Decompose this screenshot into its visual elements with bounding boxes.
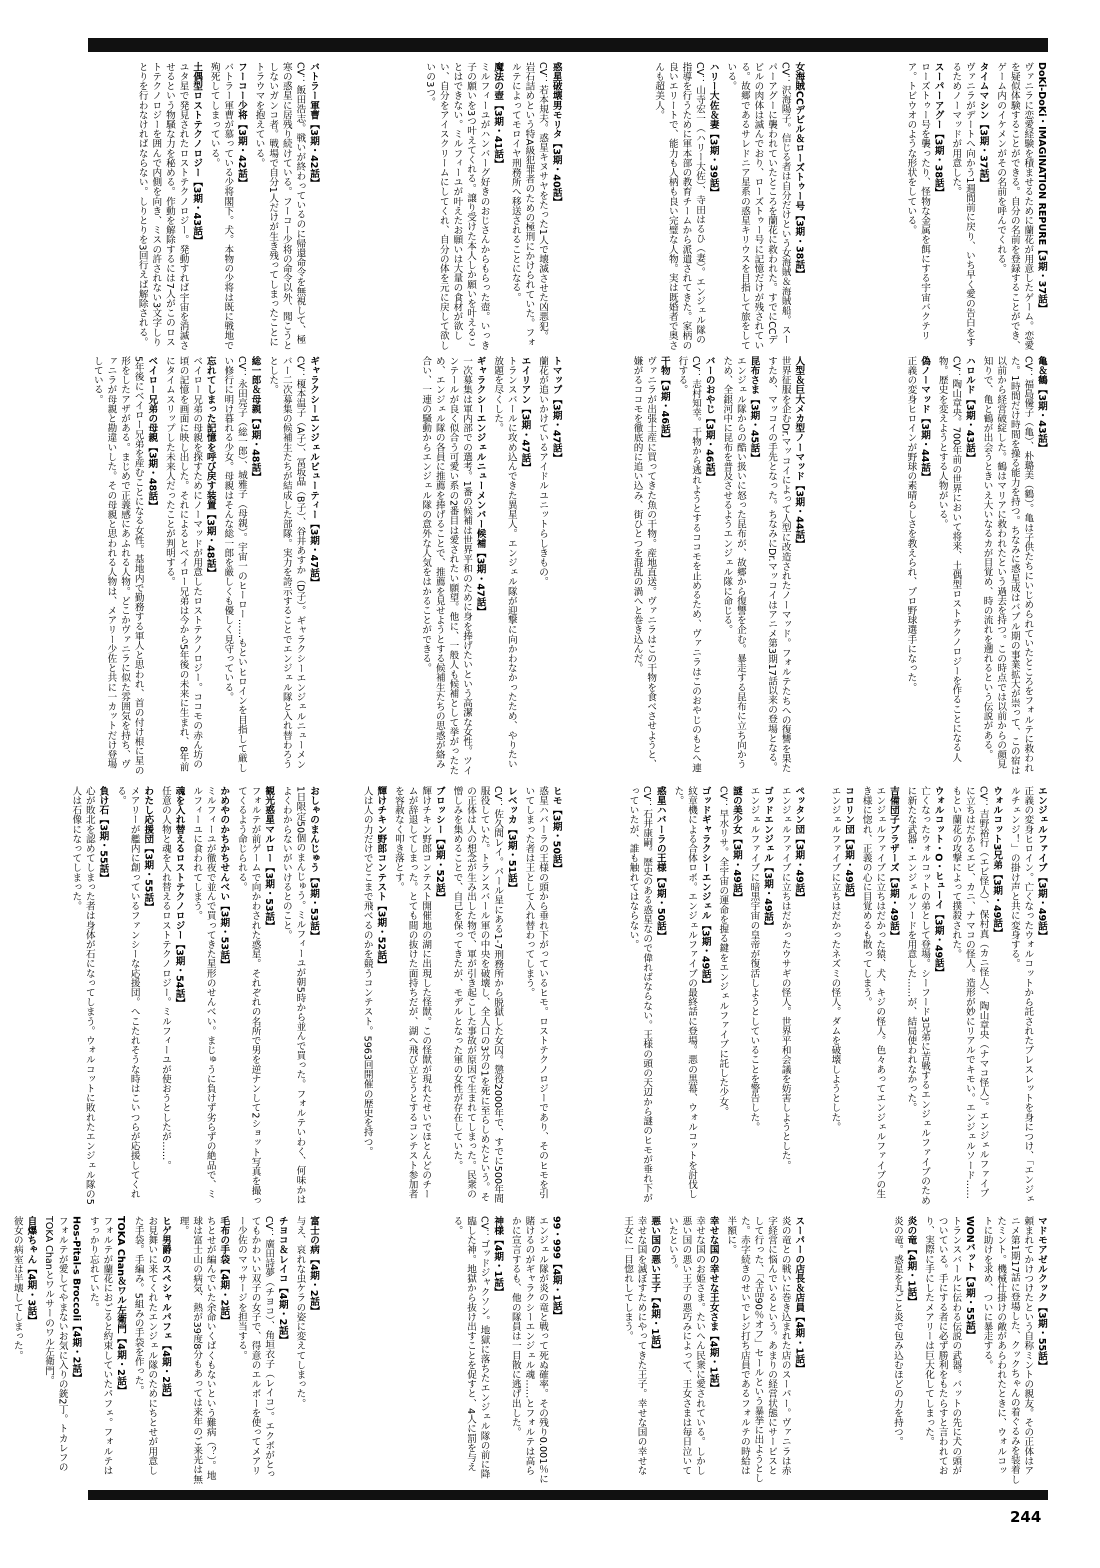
glossary-entry [508, 62, 562, 350]
glossary-entry [360, 786, 387, 1206]
glossary-entry [904, 62, 945, 350]
entry-title: スーパーの店長＆店員【4期・1話】 [793, 1216, 805, 1374]
tier-1 [88, 62, 1048, 350]
tier-4 [11, 1216, 1048, 1484]
entry-title: 負け石【3期・55話】 [97, 786, 109, 883]
entry-title: レベッカ【3期・51話】 [505, 786, 517, 893]
entry-body: 輝けチキン野郎コンテスト開催地の湖に出現した怪獣。この怪獣が現れたせいでほとんどのチームが辞退してしまった。とても間の抜けた面持ちだが、湖へ飛び立とうとするコンテスト参加者を容赦なく叩き落とす。 [392, 786, 432, 1199]
entry-body: エンジェルファイブに立ちはだかったネズミの怪人。ダムを破壊しようとした。 [829, 786, 841, 1132]
entry-title: Hos-Pital-s Broccoli【4期・2話】 [70, 1216, 82, 1383]
entry-body: バトラー軍曹が慕っている少将閣下。犬。本物の少将は既に戦地で殉死してしまっている。 [208, 62, 234, 350]
glossary-entry [994, 62, 1048, 350]
column [331, 62, 563, 350]
glossary-entry [234, 1216, 288, 1484]
entry-title: 昆布さま【3期・45話】 [748, 356, 760, 463]
entry-body: 与え、哀れな虫ケラの姿に変えてしまった。 [294, 1216, 306, 1408]
entry-title: 炎の竜【4期・1話】 [905, 1216, 917, 1307]
glossary-entry [234, 786, 275, 1206]
column [331, 356, 563, 776]
glossary-entry [41, 1216, 82, 1484]
column [816, 356, 1048, 776]
entry-body: CV：石井康嗣。歴史のある惑星なので偉ればならない。王様の頭の天辺から謎のヒモが垂れ下がっていたが、誰も触れてはならない。 [627, 786, 653, 1203]
entry-body: ヴァニラに恋愛経験を積ませるために蘭花が用意したゲーム。恋愛を疑似体験することができる。自分の名前を登録することができ、ゲーム内のイケメンがその名前を呼んでくれる。 [995, 62, 1034, 350]
entry-title: ハロルド【3期・43話】 [963, 356, 975, 463]
tier-2 [88, 356, 1048, 776]
glossary-entry [778, 786, 805, 1206]
glossary-entry [980, 1216, 1048, 1484]
glossary-entry [716, 786, 743, 1206]
entry-title: 悪い国の悪い王子【4期・1話】 [649, 1216, 661, 1355]
entry-body: CV：榎本温子（A子）、冨坂晶（B子）、谷井あすか（D子）。ギャラクシーエンジェルニューメンバー二次募集の候補生たちが結成した部隊。実力を誇示することでエンジェル隊と入れ替わろうとした。 [267, 356, 306, 769]
column [573, 1216, 805, 1484]
entry-body: 一次募集は軍内部での選考。1番の候補は世界平和のために身を捧げたいという高潔な女性。ツインテールが良く似合う可愛い系の2番目は愛されたい願望。他に、一般人も候補として挙がったため、エンジェル隊の各員に推薦を捧げることで、推薦を見せようとする候補生たちの思惑が絡み合い、一連の騒動からエンジェル隊の意外な人気をはかることができる。 [420, 356, 472, 775]
entry-body: 惑星ハバーラの王様の頭から垂れ下がっているヒモ。ロストテクノロジーであり、そのヒモを引いてしまった者は王として入れ替わってしまう。 [523, 786, 549, 1199]
entry-body: 正義の変身ヒロイン。亡くなったウォルコットから託されたブレスレットを身につけ、「エンジェルチェンジ！」の掛け声と共に変身する。 [1008, 786, 1034, 1204]
entry-body: 炎の竜との戦いに巻き込まれた店のスーパー。ヴァニラは赤字経営に悩んでいるという。あまりの経営状態にサービスとして行った、「全品90％オフ」セールという暴挙に出ようとした。赤字続きのせいでレジ打ち店員であるフォルテの時給は半額に。 [725, 1216, 791, 1483]
glossary-entry [724, 62, 806, 350]
glossary-entry [391, 786, 445, 1206]
glossary-entry [665, 1216, 719, 1484]
glossary-entry [279, 786, 320, 1206]
glossary-entry [135, 62, 203, 350]
column [816, 1216, 1048, 1484]
entry-title: 忘れてしまった記憶を呼び戻す装置【3期・48話】 [204, 356, 216, 578]
entry-title: ヒゲ男爵のスペシャルパフェ【4期・2話】 [159, 1216, 171, 1403]
entry-body: お見舞いに来てくれたエンジェル隊のためにちとせが用意した手袋。手編み。5組みの手袋を作った。 [132, 1216, 158, 1476]
entry-title: ギャラクシーエンジェルビューティー【3期・47話】 [308, 356, 319, 588]
entry-body: 亡くなったウォルコットの弟として登場。シーフード3兄弟に苦戦するエンジェルファイブのために新たな武器・エンジェルソードを用意した……が、結局使われなかった。 [905, 786, 931, 1205]
bottom-rule [88, 1490, 1048, 1500]
entry-title: ペッタン団【3期・49話】 [793, 786, 805, 903]
entry-body: CV：廣田詩夢（チヨコ）、角垣衣子（レイコ）。エクボがとってもかわいい双子の女子で、得意のエルボーを使ってメアリー少佐のマッサージを担当する。 [235, 1216, 275, 1479]
glossary-entry [266, 356, 320, 776]
glossary-entry [491, 356, 532, 776]
column [573, 356, 805, 776]
entry-title: 神様【4期・1話】 [492, 1216, 504, 1297]
entry-body: CV：飯田浩志。戦いが終わっているのに帰還命令を無視して、極寒の惑星に居残り続けている。フーコー少将の命令以外、聞こうとしないガンコ者。戦場で自分1人だけが生き残ってしまったことにトラウマを抱えている。 [253, 62, 306, 350]
glossary-entry [626, 786, 667, 1206]
glossary-entry [10, 1216, 37, 1484]
glossary-entry [949, 62, 990, 350]
glossary-entry [450, 1216, 504, 1484]
column [88, 62, 320, 350]
top-rule [88, 38, 1048, 52]
entry-title: チヨコ＆レイコ【4期・2話】 [276, 1216, 288, 1345]
glossary-entry [630, 356, 671, 776]
glossary-entry [890, 1216, 917, 1484]
entry-title: 99・999【4期・1話】 [550, 1216, 562, 1321]
entry-body: ローズトゥー号を襲ったり、怪物な金属を餌にする宇宙バクテリア。トビウオのような形状をしている。 [905, 62, 931, 341]
entry-title: 亀＆鶴【3期・43話】 [1035, 356, 1047, 453]
entry-title: かめやのかちかちせんべい【3期・53話】 [218, 786, 230, 970]
entry-title: 富士の病【4期・2話】 [308, 1216, 319, 1316]
entry-title: WONバット【3期・55話】 [963, 1216, 975, 1340]
entry-title: エンジェルファイブ【3期・49話】 [1035, 786, 1047, 941]
entry-body: CV：若本規夫。惑星キヌサヤをたった1人で壊滅させた凶悪犯。岩石詰めという特A級犯罪者のための極刑にかけられていた。フォルテによってモロイヤ刑務所へ移送されることになる。 [509, 62, 549, 347]
glossary-entry [69, 786, 110, 1206]
entry-title: フーコー少将【3期・42話】 [235, 62, 247, 188]
entry-body: CV：福島優子（亀）、朴璐美（鶴）。亀は子供たちにいじめられていたところをフォルテに救われた。1時間だけ時間を操る能力を持つ。ちなみに惑星成はバブル期の事業拡大が崇って、この宿は以前から経営破綻した。鶴はマリアに救われたという過去を持つ。この時点では以前からの顔見知りで、亀と鶴が出会うときいえ大いなるカが目覚め、時の流れを遡れるという伝説がある。 [981, 356, 1034, 775]
entry-body: ミルフィーユがハンバーグ好きのおじさんからもらった壺。いっき子の願いを3つ叶えてくれる。譲り受けた本人しか願いを叶えることはできない。ミルフィーユが叶えたお願いは大量の食材が欲しい、自分をアイスクリームにしてくれ、自分の体を元に戻して欲しいの3つ。 [424, 62, 490, 350]
entry-title: ウォルコット3兄弟【3期・49話】 [991, 786, 1003, 938]
entry-body: 紋章機による合体ロボ。エンジェルファイブの最終話に登場。悪の黒幕、ウォルコットを討伐した。 [672, 786, 698, 1199]
glossary-entry [904, 786, 945, 1206]
entry-body: CV：沢海陽子。信じる者は自分だけという女海賊＆海賊船。スーパーアグーに襲われていたところを蘭花に救われた。すでにCCデビルの肉体は滅んでおり、ローズトゥー号に記憶だけが残されている。故郷であるサレドニア星系の惑星キリウスを目指して旅をしている。 [725, 62, 791, 350]
entry-title: スーパーアグー【3期・38話】 [932, 62, 944, 198]
entry-title: 幸せな国の幸せな王女さま【4期・1話】 [707, 1216, 719, 1393]
glossary-entry [921, 1216, 975, 1484]
glossary-entry [252, 62, 320, 350]
glossary-entry [980, 356, 1048, 776]
entry-body: 1日限定50個のまんじゅう。ミルフィーユが朝5時から並んで買った。フォルテいわく、何味かはよくわからないがいけるとのこと。 [280, 786, 306, 1205]
tier-3 [70, 786, 1048, 1206]
glossary-entry [221, 356, 262, 776]
entry-body: CV：ゴッドジャクソン。地獄に落ちたエンジェル隊の前に降臨した神。地獄から抜け出すことを促すと、4人に罰を与える。 [451, 1216, 490, 1479]
entry-body: ヴァニラがデートへ向かう1週間前に戻り、いち早く愛の告白をするためノーマッドが用意した。 [950, 62, 975, 347]
entry-body: エンジェル隊が炎の竜と戦って死ぬ確率。その残り0.001％に賭けるのがギャラクシーエンジェル魂……とフォルテは高らかに宣言するも、他の隊員は一目散に逃げ出した。 [509, 1216, 549, 1484]
entry-title: 魂を入れ替えるロストテクノロジー【3期・54話】 [173, 786, 185, 1008]
entry-title: ヒモ【3期・50話】 [550, 786, 562, 874]
entry-title: 謎の美少女【3期・49話】 [730, 786, 742, 903]
entry-title: 土偶型ロストテクノロジー【3期・43話】 [191, 62, 203, 246]
entry-title: ギャラクシーエンジェルニューメンバー候補【3期・47話】 [474, 356, 486, 617]
entry-body: CV：永田亮子（総一郎）、城雅子（母親）。宇宙一のヒーロー……もといヒロインを目指して厳しい修行に明け暮れる少女。母親はそんな総一郎を厳しくも優しく見守っている。 [222, 356, 247, 773]
entry-body: ミルフィーユが徹夜で並んで買ってきた星形のせんべい。まじゅうに負けず劣らずの絶品で、ミルフィーユに食われてしまう。 [191, 786, 216, 1199]
entry-body: トランスバールに伝わる伝説の武器。バットの先に犬の頭がついている。手にする者に必ず勝利をもたらすと言われており、実際に手にしたメアリーは巨大化してしまった。 [923, 1216, 962, 1476]
entry-title: ベイロー兄弟の母親【3期・48話】 [146, 356, 158, 511]
entry-title: 魔法の壺【3期・41話】 [492, 62, 504, 169]
entry-title: 惑星破壊男モリタ【3期・40話】 [550, 62, 562, 207]
entry-title: 輝けチキン野郎コンテスト【3期・52話】 [375, 786, 387, 970]
column [331, 1216, 563, 1484]
glossary-entry [293, 1216, 320, 1484]
glossary-entry [904, 356, 931, 776]
entry-body: 正義の変身ヒロインが野球の素晴らしさを教えられ、プロ野球選手になった。 [905, 356, 917, 692]
entry-body: 世界征服を企むDr.マッコイによって人型に改造されたノーマッド。フォルテたちへの復讐を果たすため、マッコイの手先となった。ちなみにDr.マッコイはアニメ第3期17話以来の登場となる。 [766, 356, 791, 773]
entry-body: トランスバールに攻め込んできた異星人。エンジェル隊が迎撃に向かわなかったため、やりたい放題を尽くした。 [492, 356, 517, 769]
glossary-entry [522, 786, 563, 1206]
glossary-entry [508, 1216, 562, 1484]
entry-title: 干物【3期・46話】 [658, 356, 670, 444]
entry-body: 頼まれてかけつけたという自称ミントの親友。その正体はアニメ第1期17話に登場した、クックちゃんの着ぐるみを装着したミント。機械仕掛けの敵があらわれたときに、ウォルコットに助けを求め、ついに暴走する。 [981, 1216, 1034, 1484]
entry-body: CV：山寺宏一（ハリー大佐）、寺田はるひ（妻）。エンジェル隊の指導を行うために軍本部の教育チームから派遣されてきた。家柄の良いエリートで、能力も人柄も良い完璧な人物。実は既婚者で奥さんも超美人。 [653, 62, 706, 350]
glossary-entry [859, 786, 900, 1206]
entry-title: 総一郎＆母親【3期・48話】 [249, 356, 261, 482]
entry-body: 幸せな国を滅ぼすためにやってきた王子。幸せな国の幸せな王女に一目惚れしてしまう。 [622, 1216, 647, 1476]
glossary-entry [652, 62, 720, 350]
entry-body: エンジェルファイブに立ちはだかった猿、犬、キジの怪人。色々あってエンジェルファイブの生き様に惚れ、正義の心に目覚めるも散ってしまう。 [860, 786, 886, 1199]
entry-title: ゴッドエンジェル【3期・49話】 [762, 786, 774, 931]
entry-title: 人型＆巨大メカ型ノーマッド【3期・44話】 [793, 356, 805, 549]
entry-body: 5年後にベイロー兄弟を産むことになる女性。基地内で勤務する軍人と思われ、首の付け根に星の形をしたアザがある。まじめで正義感にあふれる人物。どこかヴァニラに似た雰囲気を持ち、ヴァニラが母親と勘違いした。その母親と思われる人物は、メアリー少佐と共に一カットだけ登場している。 [91, 356, 144, 775]
glossary-entry [828, 786, 855, 1206]
glossary-entry [190, 786, 231, 1206]
entry-body: 任意の人物と魂を入れ替えるロストテクノロジー。ミルフィーユが使おうとしたが……。 [159, 786, 171, 1170]
entry-title: ブロッシー【3期・52話】 [433, 786, 445, 903]
glossary-entry [720, 356, 761, 776]
glossary-entry [90, 356, 158, 776]
entry-body: 心が敗北を認めてしまった者は身体が石になってしまう。ウォルコットに敗れたエンジェル隊の5人は石像になってしまった。 [70, 786, 95, 1205]
glossary-entry [764, 356, 805, 776]
column [88, 356, 320, 776]
glossary-entry [671, 786, 712, 1206]
entry-body: CV：吉野裕行（エビ怪人）、保村真（カニ怪人）、陶山章央（ナマコ怪人）。エンジェルファイブに立ちはだかるエビ、カニ、ナマコの怪人。造形が妙にリアルでキモい。エンジェルソード……もとい蘭花の攻撃によって撲殺された。 [950, 786, 989, 1199]
glossary-entry [620, 1216, 661, 1484]
entry-title: TOKA Chan＆ワル左衛門【4期・2話】 [115, 1216, 127, 1396]
entry-title: 女海賊CCデビル＆ローズトゥー号【3期・38話】 [793, 62, 805, 279]
entry-body: エンジェルファイブに暗黒宇宙の皇帝が復活しようとしていることを警告した。 [748, 786, 760, 1132]
glossary-entry [207, 62, 248, 350]
glossary-entry [747, 786, 774, 1206]
entry-title: 自爆ちゃん【4期・3話】 [25, 1216, 37, 1326]
entry-body: CV：志村知幸。干物から逃れようとするココモを止めるため、ヴァニラはこのおやじのもとへ連行する。 [676, 356, 702, 773]
glossary-entry [419, 356, 487, 776]
entry-body: CV：陶山章央。700年前の世界において将来、土偶型ロストテクノロジーを作ることになる人物。歴史を変えようとする人物がいる。 [936, 356, 962, 762]
glossary-entry [949, 786, 1003, 1206]
glossary-entry [86, 1216, 127, 1484]
entry-body: フォルテが愛してやまないお気に入りの銃2丁。トカレフのTOKA Chanとワルサーのワル左衛門。 [43, 1216, 68, 1472]
entry-body: フォルテが前ゲームで向かわされた惑星。それぞれの名所で男を逆ナンして2ショット写真を撮ってくるよう命じられる。 [235, 786, 261, 1205]
entry-body: ヴァニラが出張土産に買ってきた魚の干物。産地直送。ヴァニラはこの干物を食べさせようと、嫌がるココモを徹底的に追い込み、街ひとつを混乱の渦へと巻き込んだ。 [631, 356, 657, 769]
entry-title: わたし応援団【3期・55話】 [142, 786, 154, 912]
entry-title: 吉備団子ブラザーズ【3期・49話】 [887, 786, 899, 941]
entry-title: バトラー軍曹【3期・42話】 [308, 62, 319, 188]
entry-body: 炎の竜。惑星を丸ごと炎で包み込むほどの力を持つ。 [891, 1216, 903, 1447]
entry-title: バーのおやじ【3期・46話】 [703, 356, 715, 482]
glossary-entry [131, 1216, 172, 1484]
entry-title: 惑星ハバーラの王様【3期・50話】 [654, 786, 666, 941]
column [816, 62, 1048, 350]
column [573, 786, 805, 1206]
entry-title: DoKi-DoKi・IMAGINATION REPURE【3期・37話】 [1035, 62, 1047, 314]
entry-title: コロリン団【3期・49話】 [843, 786, 855, 903]
entry-title: マドモアゼルクック【3期・55話】 [1035, 1216, 1047, 1371]
glossary-entry [935, 356, 976, 776]
entry-title: エイリアン【3期・47話】 [519, 356, 531, 473]
glossary-entry [423, 62, 505, 350]
glossary-entry [1007, 786, 1048, 1206]
entry-body: CV：早水リサ。全宇宙の運命を握る鍵をエンジェルファイブに託した少女。 [717, 786, 729, 1117]
entry-body: メアリーが艦内に創っているファンシーな応援団。へこたれそうな時はこいつらが応援してくれる。 [115, 786, 140, 1199]
entry-body: CV：佐久間レイ。パール星にある1-7刑務所から脱獄した女囚。懲役2000年で、すでに500年間服役していた。トランスバール軍の中央を破壊し、全人口の3分の1を死に至らしめたという。その正体は人の想念が生み出した物で、軍が引き起こした事故が原因で生まれてしまった。民衆の憎しみを集めることで、自己を保ってきたが、モデルとなった軍の女性が存在していた。 [451, 786, 504, 1204]
entry-title: ゴッドギャラクシーエンジェル【3期・49話】 [699, 786, 711, 989]
entry-body: 幸せな国のお姫さま。たいへん民衆に愛されている。しかし悪い国の悪い王子の悪巧みによって、王女さまは毎日泣いていたという。 [666, 1216, 706, 1476]
glossary-entry [450, 786, 518, 1206]
entry-body: 彼女の病室は半壊してしまった。 [11, 1216, 23, 1360]
column [11, 1216, 320, 1484]
entry-title: トマップ【3期・47話】 [550, 356, 562, 463]
glossary-entry [176, 1216, 230, 1484]
glossary-entry [158, 786, 185, 1206]
entry-body: ちとせが編んでいた余命いくばくもないという難病（？）。地球は富士山の病気、熱が39度8分もあっては来年のご来光は無理。 [177, 1216, 216, 1484]
glossary-entry [113, 786, 154, 1206]
page-number: 244 [1010, 1508, 1042, 1526]
glossary-entry [162, 356, 216, 776]
entry-title: タイムマシン【3期・37話】 [977, 62, 989, 188]
entry-body: ベイロー兄弟の母親を探すためにノーマッドが用意したロストテクノロジー。ココモの赤ん坊の頃の記憶を画面に映し出した。それによるとベイロー兄弟は今から5年後の未来に生まれ、8年前にタイムスリップした未来人だったことが判明する。 [163, 356, 203, 772]
entry-title: ウォルコット・O・ヒューイ【3期・49話】 [932, 786, 944, 978]
entry-body: ユタ星で発見されたロストテクノロジー。発動すれば宇宙を消滅させるという物騒な力を秘める。作動を解除するには7人がこのロストテクノロジーを囲んで内側を向き、ミスの許されない3文字しりとりを行わなければならない。しりとりを3回行えば解除される。 [136, 62, 189, 350]
glossary-entry [675, 356, 716, 776]
entry-title: 偽ノーマッド【3期・44話】 [919, 356, 931, 482]
entry-title: 観光惑星マルロー【3期・53話】 [263, 786, 275, 931]
entry-body: 人は人の力だけでどこまで飛べるのかを競うコンテスト。5963回開催の歴史を持つ。 [361, 786, 373, 1157]
entry-body: フォルテが蘭花におごると約束していたパフェ。フォルテはすっかり忘れていた。 [87, 1216, 113, 1476]
column [573, 62, 805, 350]
entry-title: おしゃのまんじゅう【3期・53話】 [308, 786, 319, 941]
column [816, 786, 1048, 1206]
column [331, 786, 563, 1206]
glossary-entry [535, 356, 562, 776]
entry-body: 蘭花が追いかけているアイドルユニットらしきもの。 [537, 356, 549, 587]
entry-title: ハリー大佐＆妻【3期・39話】 [707, 62, 719, 198]
entry-body: エンジェルファイブに立ちはだかったウサギの怪人。世界平和会議を妨害しようとした。 [779, 786, 791, 1170]
column [70, 786, 320, 1206]
glossary-entry [724, 1216, 806, 1484]
entry-body: エンジェル隊からの酷い扱いに怒った昆布が、故郷から復讐を企む。暴走する昆布に立ち向かうため、全銀河中に昆布を普及させるようエンジェル隊に命じる。 [721, 356, 746, 769]
entry-title: 毛布の手袋【4期・2話】 [218, 1216, 230, 1326]
